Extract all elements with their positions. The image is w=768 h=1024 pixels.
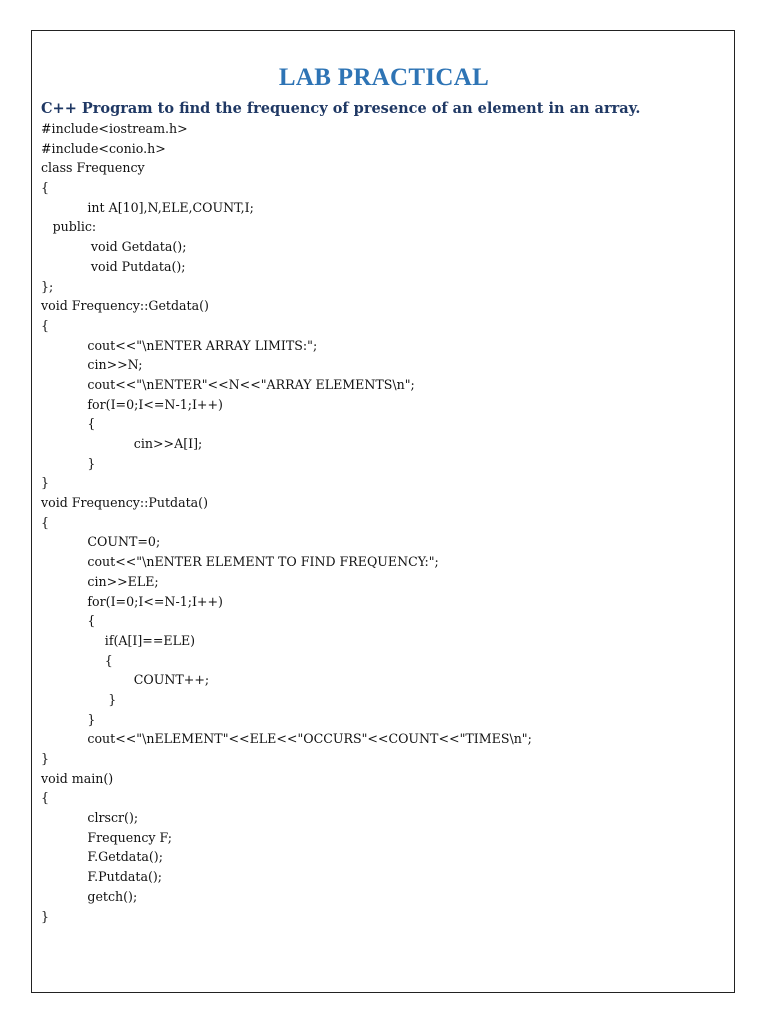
code-line: COUNT=0; bbox=[87, 534, 161, 550]
code-line: cin>>ELE; bbox=[87, 573, 159, 589]
code-line: } bbox=[108, 691, 117, 707]
code-line: void Frequency::Getdata() bbox=[41, 298, 209, 314]
code-line: { bbox=[41, 317, 50, 333]
page-title: LAB PRACTICAL bbox=[278, 64, 490, 91]
code-line: F.Putdata(); bbox=[87, 869, 163, 885]
code-line: { bbox=[41, 180, 50, 196]
code-line: COUNT++; bbox=[133, 672, 210, 688]
code-line: #include<conio.h> bbox=[41, 140, 166, 156]
code-line: { bbox=[87, 613, 96, 629]
code-line: cin>>A[I]; bbox=[133, 436, 203, 451]
code-line: { bbox=[41, 790, 50, 806]
code-line: #include<iostream.h> bbox=[41, 121, 188, 136]
code-line: if(A[I]==ELE) bbox=[104, 632, 196, 648]
code-line: { bbox=[104, 652, 113, 668]
code-line: void main() bbox=[41, 770, 114, 786]
code-line: getch(); bbox=[87, 888, 138, 904]
code-line: } bbox=[87, 711, 96, 727]
code-line: { bbox=[87, 416, 96, 432]
code-line: public: bbox=[52, 219, 97, 235]
code-line: } bbox=[41, 908, 50, 924]
code-line: cout<<"\nELEMENT"<<ELE<<"OCCURS"<<COUNT<<"TIMES\n"; bbox=[87, 731, 532, 747]
code-line: cin>>N; bbox=[87, 357, 143, 373]
code-line: void Getdata(); bbox=[90, 239, 187, 255]
code-line: void Frequency::Putdata() bbox=[41, 495, 209, 511]
code-line: cout<<"\nENTER ELEMENT TO FIND FREQUENCY:"; bbox=[87, 554, 439, 570]
code-line: }; bbox=[41, 278, 54, 294]
code-line: void Putdata(); bbox=[90, 258, 186, 274]
code-line: } bbox=[41, 751, 50, 766]
code-line: clrscr(); bbox=[87, 810, 139, 826]
program-subtitle: C++ Program to find the frequency of presence of an element in an array. bbox=[41, 100, 641, 117]
code-listing bbox=[41, 119, 532, 926]
code-line: class Frequency bbox=[41, 160, 145, 176]
code-line: cout<<"\nENTER"<<N<<"ARRAY ELEMENTS\n"; bbox=[87, 376, 415, 392]
code-line: int A[10],N,ELE,COUNT,I; bbox=[87, 199, 254, 215]
code-line: { bbox=[41, 514, 50, 530]
code-line: cout<<"\nENTER ARRAY LIMITS:"; bbox=[87, 337, 318, 353]
code-line: } bbox=[87, 455, 96, 471]
code-line: F.Getdata(); bbox=[87, 849, 163, 865]
code-line: Frequency F; bbox=[87, 829, 173, 845]
code-line: } bbox=[41, 475, 50, 491]
code-line: for(I=0;I<=N-1;I++) bbox=[87, 593, 223, 609]
code-line: for(I=0;I<=N-1;I++) bbox=[87, 396, 223, 412]
